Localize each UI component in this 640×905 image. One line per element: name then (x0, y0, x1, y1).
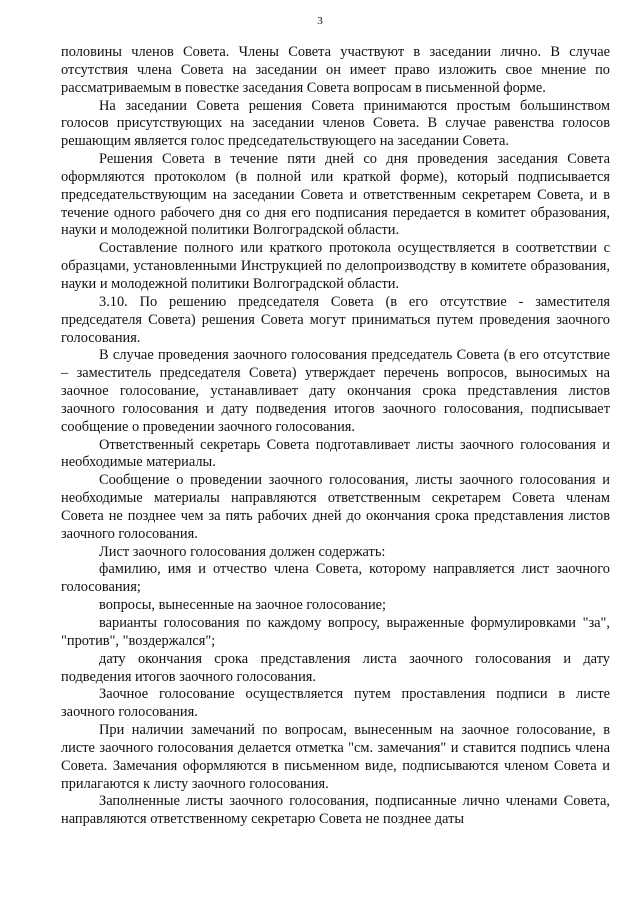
paragraph-10: фамилию, имя и отчество члена Совета, которому направляется лист заочного голосования; (61, 561, 610, 596)
page-number: 3 (317, 15, 323, 27)
paragraph-2: На заседании Совета решения Совета принимаются простым большинством голосов присутствующих на заседании членов Совета. В случае равенства голосов решающим является голос председательствующего на заседании Совета. (61, 97, 610, 150)
document-body (61, 44, 610, 829)
paragraph-8: Сообщение о проведении заочного голосования, листы заочного голосования и необходимые материалы направляются ответственным секретарем Совета членам Совета не позднее чем за пять рабочих дней до окончания срока представления листов заочного голосования. (61, 472, 610, 542)
paragraph-6: В случае проведения заочного голосования председатель Совета (в его отсутствие – заместитель председателя Совета) утверждает перечень вопросов, выносимых на заочное голосование, устанавливает дату окончания срока представления листов заочного голосования и дату подведения итогов заочного голосования, подписывает сообщение о проведении заочного голосования. (61, 347, 610, 435)
paragraph-11: вопросы, вынесенные на заочное голосование; (99, 597, 387, 614)
paragraph-3: Решения Совета в течение пяти дней со дня проведения заседания Совета оформляются протоколом (в полной или краткой форме), который подписывается председательствующим на заседании Совета и ответственным секретарем Совета, и в течение одного рабочего дня со дня его подписания передается в комитет образования, науки и молодежной политики Волгоградской области. (61, 151, 610, 239)
paragraph-9: Лист заочного голосования должен содержать: (99, 543, 386, 560)
paragraph-13: дату окончания срока представления листа заочного голосования и дату подведения итогов заочного голосования. (61, 650, 610, 685)
paragraph-12: варианты голосования по каждому вопросу, выраженные формулировками "за", "против", "воздержался"; (61, 615, 610, 649)
paragraph-15: При наличии замечаний по вопросам, вынесенным на заочное голосование, в листе заочного голосования делается отметка "см. замечания" и ставится подпись члена Совета. Замечания оформляются в письменном виде, подписываются членом Совета и прилагаются к листу заочного голосования. (61, 722, 610, 792)
paragraph-5: 3.10. По решению председателя Совета (в его отсутствие - заместителя председателя Совета) решения Совета могут приниматься путем проведения заочного голосования. (61, 293, 610, 346)
paragraph-4: Составление полного или краткого протокола осуществляется в соответствии с образцами, установленными Инструкцией по делопроизводству в комитете образования, науки и молодежной политики Волгоградской области. (61, 240, 610, 292)
paragraph-1: половины членов Совета. Члены Совета участвуют в заседании лично. В случае отсутствия члена Совета на заседании он имеет право изложить свое мнение по рассматриваемым в повестке заседания Совета вопросам в письменной форме. (61, 44, 610, 96)
paragraph-16: Заполненные листы заочного голосования, подписанные лично членами Совета, направляются ответственному секретарю Совета не позднее даты (61, 793, 610, 828)
paragraph-7: Ответственный секретарь Совета подготавливает листы заочного голосования и необходимые материалы. (61, 436, 610, 471)
paragraph-14: Заочное голосование осуществляется путем проставления подписи в листе заочного голосования. (61, 686, 610, 721)
